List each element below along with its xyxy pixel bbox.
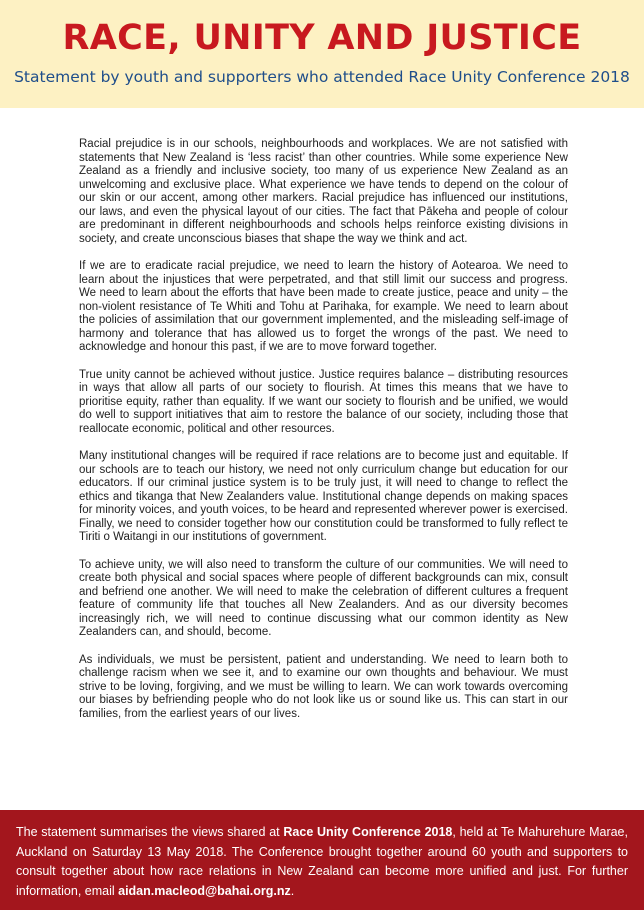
paragraph-communities: To achieve unity, we will also need to transform the culture of our communities. We will need to create both physical and social spaces where people of different backgrounds can mix, consult and befriend one another. We will need to make the celebration of different cultures a frequent feature of community life that touches all New Zealanders. And as our diversity becomes increasingly rich, we will need to continue discussing what our common identity as New Zealanders can, and should, become. bbox=[79, 558, 568, 638]
paragraph-justice: True unity cannot be achieved without justice. Justice requires balance – distributing resources in ways that allow all parts of our society to flourish. At times this means that we have to prioritise equity, rather than equality. If we want our society to flourish and be unified, we would do well to support initiatives that aim to restore the balance of our society, including those that reallocate economic, political and other resources. bbox=[79, 368, 568, 435]
footer-banner bbox=[0, 810, 644, 910]
header-banner bbox=[0, 0, 644, 108]
footer-part3: . bbox=[290, 884, 295, 899]
paragraph-institutions: Many institutional changes will be required if race relations are to become just and equitable. If our schools are to teach our history, we need not only curriculum change but education for our educators. If our criminal justice system is to be truly just, it will need to change to reflect the ethics and tikanga that New Zealanders value. Institutional change depends on making spaces for minority voices, and youth voices, to be heard and represented wherever power is exercised. Finally, we need to consider together how our constitution could be transformed to fully reflect te Tiriti o Waitangi in our institutions of government. bbox=[79, 450, 569, 543]
paragraph-prejudice: Racial prejudice is in our schools, neighbourhoods and workplaces. We are not satisfied with statements that New Zealand is ‘less racist’ than other countries. While some experience New Zealand as a friendly and inclusive society, too many of us experience New Zealand as an unwelcoming and exclusive place. What experience we have tends to depend on the colour of our skin or our accent, among other markers. Racial prejudice has influenced our institutions, our laws, and even the physical layout of our cities. The fact that Pākeha and people of colour are predominant in different neighbourhoods and schools helps reinforce existing divisions in society, and create unconscious biases that shape the way we think and act. bbox=[79, 138, 568, 245]
footer-conference-name: Race Unity Conference 2018 bbox=[283, 825, 453, 839]
footer-part2: , held at Te Mahurehure Marae, Auckland on Saturday 13 May 2018. The Conference brought together around 60 youth and supporters to consult together about how race relations in New Zealand can become more unified and just. For further information, email bbox=[16, 825, 628, 899]
footer-email-link[interactable]: aidan.macleod@bahai.org.nz bbox=[118, 884, 291, 899]
footer-text bbox=[16, 823, 628, 902]
page-title: RACE, UNITY AND JUSTICE bbox=[62, 18, 582, 58]
page-subtitle: Statement by youth and supporters who attended Race Unity Conference 2018 bbox=[14, 68, 630, 86]
statement-body bbox=[79, 138, 568, 735]
paragraph-individuals: As individuals, we must be persistent, patient and understanding. We need to learn both to challenge racism when we see it, and to examine our own thoughts and behaviour. We must strive to be loving, forgiving, and we must be willing to learn. We can work towards overcoming our biases by befriending people who do not look like us or sound like us. This can start in our families, from the earliest years of our lives. bbox=[79, 653, 568, 720]
paragraph-history: If we are to eradicate racial prejudice, we need to learn the history of Aotearoa. We need to learn about the injustices that were perpetrated, and that still limit our success and progress. We need to learn about the efforts that have been made to create justice, peace and unity – the non-violent resistance of Te Whiti and Tohu at Parihaka, for example. We need to learn about the policies of assimilation that our government implemented, and the misleading self-image of harmony and tolerance that has allowed us to forget the wrongs of the past. We need to acknowledge and honour this past, if we are to move forward together. bbox=[79, 260, 568, 353]
footer-part1: The statement summarises the views shared at bbox=[16, 825, 284, 839]
